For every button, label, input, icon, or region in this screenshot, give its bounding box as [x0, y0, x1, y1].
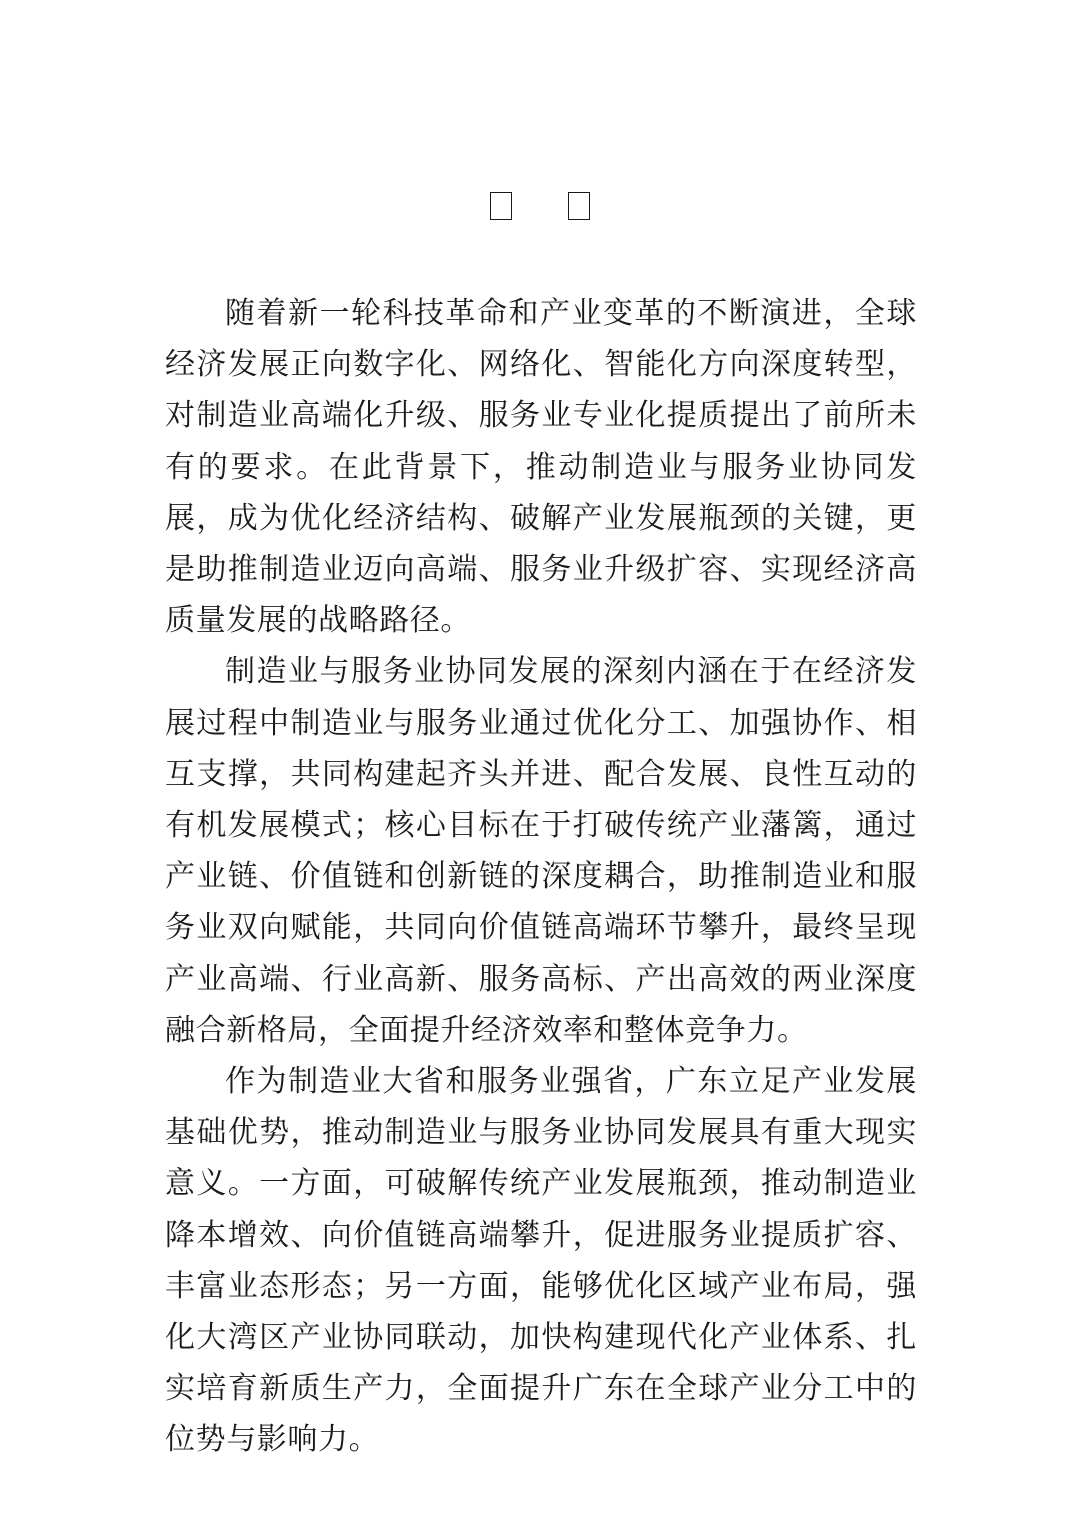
paragraph-2: 制造业与服务业协同发展的深刻内涵在于在经济发展过程中制造业与服务业通过优化分工、加强协作、相互支撑，共同构建起齐头并进、配合发展、良性互动的有机发展模式；核心目标在于打破传统产业藩篱，通过产业链、价值链和创新链的深度耦合，助推制造业和服务业双向赋能，共同向价值链高端环节攀升，最终呈现产业高端、行业高新、服务高标、产出高效的两业深度融合新格局，全面提升经济效率和整体竞争力。: [165, 654, 917, 1048]
title-glyph-placeholder-1: [490, 192, 512, 220]
paragraph-3: 作为制造业大省和服务业强省，广东立足产业发展基础优势，推动制造业与服务业协同发展具有重大现实意义。一方面，可破解传统产业发展瓶颈，推动制造业降本增效、向价值链高端攀升，促进服务业提质扩容、丰富业态形态；另一方面，能够优化区域产业布局，强化大湾区产业协同联动，加快构建现代化产业体系、扎实培育新质生产力，全面提升广东在全球产业分工中的位势与影响力。: [165, 1064, 917, 1458]
page-title: [0, 192, 1080, 220]
document-body: [165, 288, 917, 1466]
paragraph-1: 随着新一轮科技革命和产业变革的不断演进，全球经济发展正向数字化、网络化、智能化方向深度转型，对制造业高端化升级、服务业专业化提质提出了前所未有的要求。在此背景下，推动制造业与服务业协同发展，成为优化经济结构、破解产业发展瓶颈的关键，更是助推制造业迈向高端、服务业升级扩容、实现经济高质量发展的战略路径。: [165, 296, 917, 639]
title-glyph-placeholder-2: [568, 192, 590, 220]
